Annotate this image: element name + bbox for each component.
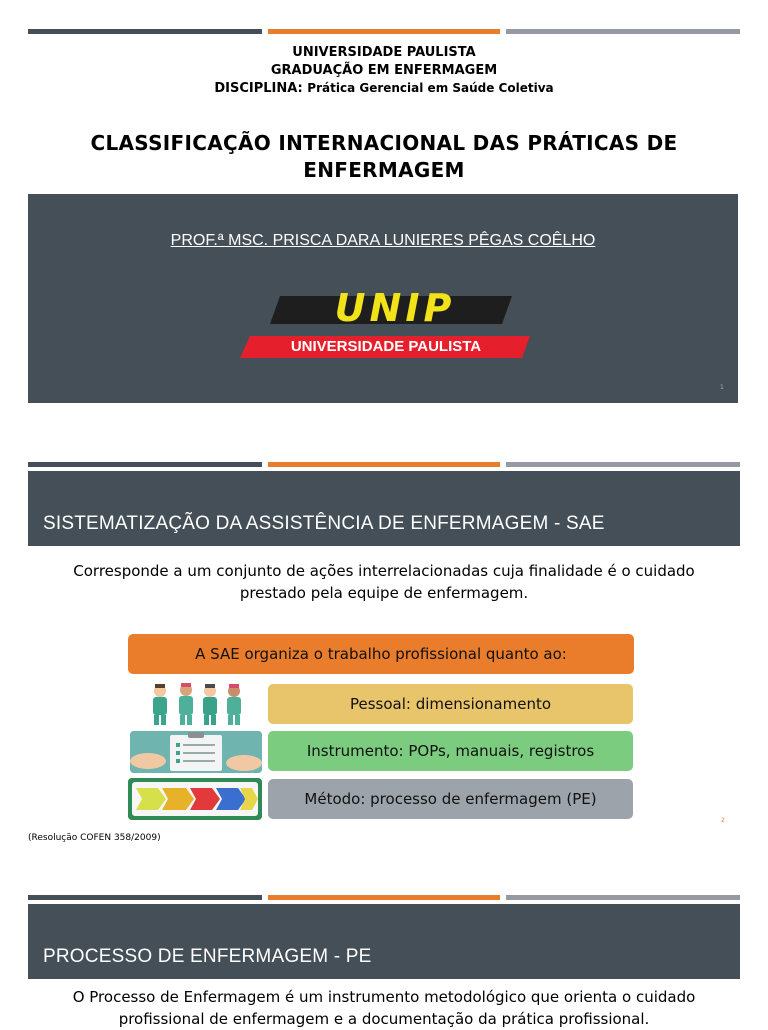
process-arrows-icon xyxy=(128,778,262,820)
top-accent-bars xyxy=(28,895,740,901)
clipboard-checklist-graphic xyxy=(130,731,262,773)
item-method-box: Método: processo de enfermagem (PE) xyxy=(268,779,633,819)
clipboard-checklist-icon xyxy=(130,731,262,773)
top-accent-bars xyxy=(28,29,740,35)
main-title-line1: CLASSIFICAÇÃO INTERNACIONAL DAS PRÁTICAS DE xyxy=(90,131,678,155)
discipline-line xyxy=(0,80,768,97)
process-arrows-graphic xyxy=(128,778,262,820)
discipline-name: Prática Gerencial em Saúde Coletiva xyxy=(307,81,554,95)
top-accent-bars xyxy=(28,462,740,468)
sae-header-box: A SAE organiza o trabalho profissional quanto ao: xyxy=(128,634,634,674)
item-personnel-box: Pessoal: dimensionamento xyxy=(268,684,633,724)
discipline-label: DISCIPLINA: xyxy=(214,81,303,96)
unip-logo-subtext: UNIVERSIDADE PAULISTA xyxy=(290,338,482,355)
course-name: GRADUAÇÃO EM ENFERMAGEM xyxy=(270,63,498,78)
main-title-line2: ENFERMAGEM xyxy=(303,158,465,182)
item-instrument-box: Instrumento: POPs, manuais, registros xyxy=(268,731,633,771)
cover-panel xyxy=(28,194,738,403)
reference-note: (Resolução COFEN 358/2009) xyxy=(28,833,161,843)
nurses-team-graphic xyxy=(130,682,262,726)
section-header xyxy=(28,471,740,546)
section-title: SISTEMATIZAÇÃO DA ASSISTÊNCIA DE ENFERMAGEM - SAE xyxy=(43,513,605,534)
university-name: UNIVERSIDADE PAULISTA xyxy=(292,45,476,60)
intro-line1: Corresponde a um conjunto de ações interrelacionadas cuja finalidade é o cuidado xyxy=(73,562,695,580)
page-number: 1 xyxy=(720,384,724,391)
unip-logo-text: UNIP xyxy=(334,286,456,330)
section-title: PROCESSO DE ENFERMAGEM - PE xyxy=(43,946,372,967)
unip-logo xyxy=(240,286,530,360)
section-header xyxy=(28,904,740,979)
nurses-team-icon xyxy=(130,682,262,726)
intro-line2: prestado pela equipe de enfermagem. xyxy=(239,584,529,602)
pe-line1: O Processo de Enfermagem é um instrumento metodológico que orienta o cuidado xyxy=(72,988,696,1006)
page-number: 2 xyxy=(721,817,725,824)
pe-line2: profissional de enfermagem e a documentação da prática profissional. xyxy=(118,1010,650,1028)
professor-name: PROF.ª MSC. PRISCA DARA LUNIERES PÊGAS COÊLHO xyxy=(170,232,596,249)
